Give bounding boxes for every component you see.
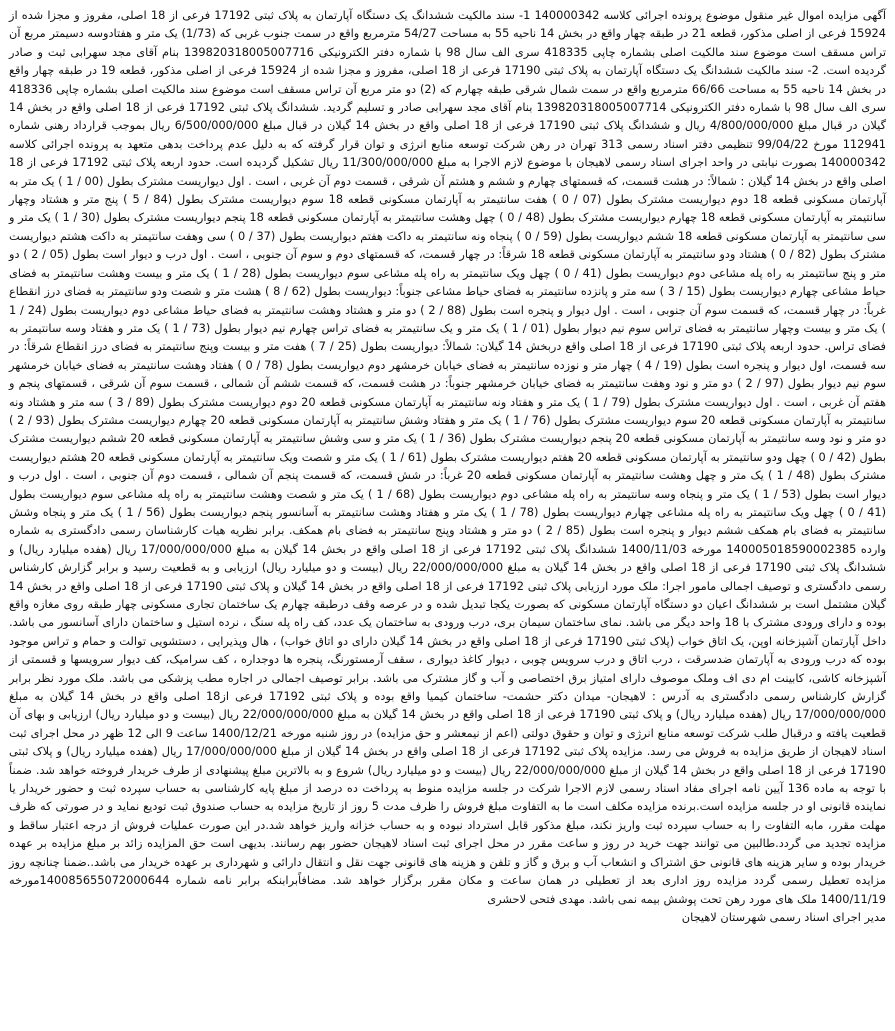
notice-body-text: آگهی مزایده اموال غیر منقول موضوع پرونده اجرائی کلاسه 140000342 1- سند مالکیت ششدانگ یک دستگاه آپارتمان به پلاک ثبتی 17192 فرعی از 18 اصلی، مفروز و مجزا شده از 15924 فرعی از اصلی مذکور، قطعه 21 در طبقه چهار واقع در بخش 14 ناحیه 55 به مساحت 54/27 مترمربع واقع در سمت جنوب غربی که (1/73) یک متر و هفتادوسه دسیمتر مربع آن تراس مسقف است موضوع سند مالکیت اصلی بشماره چاپی 418335 سری الف سال 98 با شماره دفتر الکترونیکی 139820318005007716 بنام آقای مجد سهرابی ثبت و صادر گردیده است. 2- سند مالکیت ششدانگ یک دستگاه آپارتمان به پلاک ثبتی 17190 فرعی از 18 اصلی، مفروز و مجزا شده از 15924 فرعی از اصلی مذکور، قطعه 19 در طبقه چهار واقع در بخش 14 ناحیه 55 به مساحت 66/66 مترمربع واقع در سمت شمال شرقی طبقه چهارم که (2) دو متر مربع آن تراس مسقف است موضوع سند مالکیت اصلی بشماره چاپی 418336 سری الف سال 98 با شماره دفتر الکترونیکی 139820318005007714 بنام آقای مجد سهرابی صادر و تسلیم گردید. ششدانگ پلاک ثبتی 17192 فرعی از 18 اصلی واقع در بخش 14 گیلان در قبال مبلغ 4/800/000/000 ریال و ششدانگ پلاک ثبتی 17190 فرعی از 18 اصلی واقع در بخش 14 گیلان در قبال مبلغ 6/500/000/000 ریال بموجب قرارداد رهنی شماره 112941 مورخ 99/04/22 تنظیمی دفتر اسناد رسمی 313 تهران در رهن شرکت توسعه منابع انرژی و توان قرار گرفته که به دلیل عدم پرداخت بدهی متعهد به پرونده اجرائی کلاسه 140000342 بصورت نیابتی در واحد اجرای اسناد رسمی لاهیجان با موضوع لازم الاجرا به مبلغ 11/300/000/000 ریال تشکیل گردیده است. حدود اربعه پلاک ثبتی 17192 فرعی از 18 اصلی واقع در بخش 14 گیلان : شمالاً: در هشت قسمت، که قسمتهای چهارم و ششم و هشتم آن شرقی ، قسمت دوم آن غربی ، است . اول دیواریست مشترک بطول (00 / 1 ) یک متر به آپارتمان مسکونی قطعه 18 دوم دیواریست مشترک بطول (07 / 0 ) هفت سانتیمتر به آپارتمان مسکونی قطعه 18 سوم دیواریست مشترک بطول (84 / 5 ) پنج متر و هشتاد وچهار سانتیمتر به آپارتمان مسکونی قطعه 18 چهارم دیواریست مشترک بطول (48 / 0 ) چهل وهشت سانتیمتر به آپارتمان مسکونی قطعه 18 پنجم دیواریست مشترک بطول (30 / 1 ) یک متر و سی سانتیمتر به آپارتمان مسکونی قطعه 18 ششم دیواریست بطول (59 / 0 ) پنجاه ونه سانتیمتر به داکت هفتم دیواریست بطول (37 / 0 ) سی وهفت سانتیمتر به داکت هشتم دیواریست مشترک بطول (82 / 0 ) هشتاد ودو سانتیمتر به آپارتمان مسکونی قطعه 18 شرقاً: در چهار قسمت، که قسمتهای دوم و سوم آن جنوبی ، است . اول درب و دیوار است بطول (05 / 2 ) دو متر و پنج سانتیمتر به راه پله مشاعی دوم دیواریست بطول (41 / 0 ) چهل ویک سانتیمتر به راه پله مشاعی سوم دیواریست بطول (28 / 1 ) یک متر و بیست وهشت سانتیمتر به فضای حیاط مشاعی چهارم دیواریست بطول (15 / 3 ) سه متر و پانزده سانتیمتر به فضای حیاط مشاعی جنوباً: دیواریست بطول (62 / 8 ) هشت متر و شصت ودو سانتیمتر به فضای درز انقطاع غرباً: در چهار قسمت، که قسمت سوم آن جنوبی ، است . اول دیوار و پنجره است بطول (88 / 2 ) دو متر و هشتاد وهشت سانتیمتر به فضای حیاط مشاعی دوم دیواریست بطول (24 / 1 ) یک متر و بیست وچهار سانتیمتر به فضای تراس سوم نیم دیوار بطول (01 / 1 ) یک متر و یک سانتیمتر به فضای تراس چهارم نیم دیوار بطول (73 / 1 ) یک متر و هفتاد وسه سانتیمتر به فضای تراس. حدود اربعه پلاک ثبتی 17190 فرعی از 18 اصلی واقع دربخش 14 گیلان: شمالاً: دیواریست بطول (25 / 7 ) هفت متر و بیست وپنج سانتیمتر به فضای درز انقطاع شرقاً: در سه قسمت، اول دیوار و پنجره است بطول (19 / 4 ) چهار متر و نوزده سانتیمتر به فضای خیابان خرمشهر دوم دیواریست بطول (78 / 0 ) هفتاد وهشت سانتیمتر به فضای خیابان خرمشهر سوم نیم دیوار بطول (97 / 2 ) دو متر و نود وهفت سانتیمتر به فضای خیابان خرمشهر جنوباً: در هشت قسمت، که قسمت ششم آن شمالی ، قسمت سوم آن شرقی ، قسمتهای پنجم و هفتم آن غربی ، است . اول دیواریست مشترک بطول (79 / 1 ) یک متر و هفتاد ونه سانتیمتر به آپارتمان مسکونی قطعه 20 دوم دیواریست مشترک بطول (89 / 3 ) سه متر و هشتاد ونه سانتیمتر به آپارتمان مسکونی قطعه 20 سوم دیواریست مشترک بطول (76 / 1 ) یک متر و هفتاد وشش سانتیمتر به آپارتمان مسکونی قطعه 20 چهارم دیواریست مشترک بطول (93 / 2 ) دو متر و نود وسه سانتیمتر به آپارتمان مسکونی قطعه 20 پنجم دیواریست مشترک بطول (36 / 1 ) یک متر و سی وشش سانتیمتر به آپارتمان مسکونی قطعه 20 ششم دیواریست مشترک بطول (42 / 0 ) چهل ودو سانتیمتر به آپارتمان مسکونی قطعه 20 هفتم دیواریست مشترک بطول (61 / 1 ) یک متر و شصت ویک سانتیمتر به آپارتمان مسکونی قطعه 20 هشتم دیواریست مشترک بطول (48 / 1 ) یک متر و چهل وهشت سانتیمتر به آپارتمان مسکونی قطعه 20 غرباً: در شش قسمت، که قسمت پنجم آن شمالی ، قسمت دوم آن جنوبی ، است . اول درب و دیوار است بطول (53 / 1 ) یک متر و پنجاه وسه سانتیمتر به راه پله مشاعی دوم دیواریست بطول (68 / 1 ) یک متر و شصت وهشت سانتیمتر به راه پله مشاعی سوم دیواریست بطول (41 / 0 ) چهل ویک سانتیمتر به راه پله مشاعی چهارم دیواریست بطول (78 / 1 ) یک متر و هفتاد وهشت سانتیمتر به آسانسور پنجم دیواریست بطول (56 / 1 ) یک متر و پنجاه وشش سانتیمتر به فضای بام همکف ششم دیوار و پنجره است بطول (85 / 2 ) دو متر و هشتاد وپنج سانتیمتر به فضای بام همکف. برابر نظریه هیات کارشناسان رسمی دادگستری به شماره وارده 140005018590002385 مورخه 1400/11/03 ششدانگ پلاک ثبتی 17192 فرعی از 18 اصلی واقع در بخش 14 گیلان به مبلغ 17/000/000/000 ریال (هفده میلیارد ریال) و ششدانگ پلاک ثبتی 17190 فرعی از 18 اصلی واقع در بخش 14 گیلان به مبلغ 22/000/000/000 ریال (بیست و دو میلیارد ریال) ارزیابی و به قطعیت رسید و برابر گزارش کارشناس رسمی دادگستری و توصیف اجمالی مامور اجرا: ملک مورد ارزیابی پلاک ثبتی 17192 فرعی از 18 اصلی واقع در بخش 14 گیلان و پلاک ثبتی 17190 فرعی از 18 اصلی واقع در بخش 14 گیلان مشتمل است بر ششدانگ اعیان دو دستگاه آپارتمان مسکونی که بصورت یکجا تبدیل شده و در عرصه وقف درطبقه چهارم یک ساختمان تجاری مسکونی چهار طبقه روی مغازه واقع بوده و دارای ورودی مشترک با 18 واحد دیگر می باشد. نمای ساختمان سیمان بری، درب ورودی به ساختمان یک عدد، کف راه پله سنگ ، نرده استیل و ساختمان دارای آسانسور می باشد. داخل آپارتمان آشپزخانه اوپن، یک اتاق خواب (پلاک ثبتی 17190 فرعی از 18 اصلی واقع در بخش 14 گیلان دارای دو اتاق خواب) ، هال وپذیرایی ، دستشویی توالت و حمام و تراس موجود بوده که درب ورودی به آپارتمان ضدسرقت ، درب اتاق و درب سرویس چوبی ، دیوار کاغذ دیواری ، سقف آرمستورنگ، پنجره ها دوجداره ، کف سرامیک، کف دیوار سرویسها و قسمتی از آشپزخانه کاشی، کابینت ام دی اف وملک موصوف دارای امتیاز برق اختصاصی و آب و گاز مشترک می باشد. برابر توصیف اجمالی در اجاره مطب پزشکی می باشد. ملک مورد نظر برابر گزارش کارشناس رسمی دادگستری به آدرس : لاهیجان- میدان دکتر حشمت- ساختمان کیمیا واقع بوده و پلاک ثبتی 17192 فرعی از18 اصلی واقع در بخش 14 گیلان به مبلغ 17/000/000/000 ریال (هفده میلیارد ریال) و پلاک ثبتی 17190 فرعی از 18 اصلی واقع در بخش 14 گیلان به مبلغ 22/000/000/000 ریال (بیست و دو میلیارد ریال) ارزیابی و بهای آن قطعیت یافته و درقبال طلب شرکت توسعه منابع انرژی و توان و حقوق دولتی (اعم از نیمعشر و حق مزایده) در روز شنبه مورخه 1400/12/21 ساعت 9 الی 12 ظهر در محل اجرای ثبت اسناد لاهیجان از طریق مزایده به فروش می رسد. مزایده پلاک ثبتی 17192 فرعی از 18 اصلی واقع در بخش 14 گیلان از مبلغ 17/000/000/000 ریال (هفده میلیارد ریال) و پلاک ثبتی 17190 فرعی از 18 اصلی واقع در بخش 14 گیلان از مبلغ 22/000/000/000 ریال (بیست و دو میلیارد ریال) شروع و به بالاترین مبلغ پیشنهادی از طرف خریدار فروخته خواهد شد. ضمناً با توجه به ماده 136 آیین نامه اجرای مفاد اسناد رسمی لازم الاجرا شرکت در جلسه مزایده منوط به پرداخت ده درصد از مبلغ پایه کارشناسی به حساب سپرده ثبت و حضور خریدار یا نماینده قانونی او در جلسه مزایده است.برنده مزایده مکلف است ما به التفاوت مبلغ فروش را ظرف مدت 5 روز از تاریخ مزایده به حساب صندوق ثبت تودیع نماید و در صورتی که ظرف مهلت مقرر، مابه التفاوت را به حساب سپرده ثبت واریز نکند، مبلغ مذکور قابل استرداد نبوده و به حساب خزانه واریز خواهد شد.در این صورت عملیات فروش از درجه اعتبار ساقط و مزایده تجدید می گردد.طالبین می توانند جهت خرید در روز و ساعت مقرر در محل اجرای ثبت اسناد لاهیجان حضور بهم رسانند. بدیهی است حق المزایده زائد بر مبلغ مزایده بر عهده خریدار بوده و سایر هزینه های قانونی حق اشتراک و انشعاب آب و برق و گاز و تلفن و هزینه های قانونی جهت نقل و انتقال دارائی و شهرداری بر عهده خریدار می باشد..ضمنا چنانچه روز مزایده تعطیل رسمی گردد مزایده روز اداری بعد از تعطیلی در همان ساعت و مکان مقرر برگزار خواهد شد. مضافاًبرابنکه برابر نامه شماره 140085655072000644مورخه 1400/11/19 ملک های مورد رهن تحت پوشش بیمه نمی باشد. مهدی فتحی لاحشری (9, 8, 887, 906)
notice-signature-line: مدیر اجرای اسناد رسمی شهرستان لاهیجان (681, 909, 886, 924)
